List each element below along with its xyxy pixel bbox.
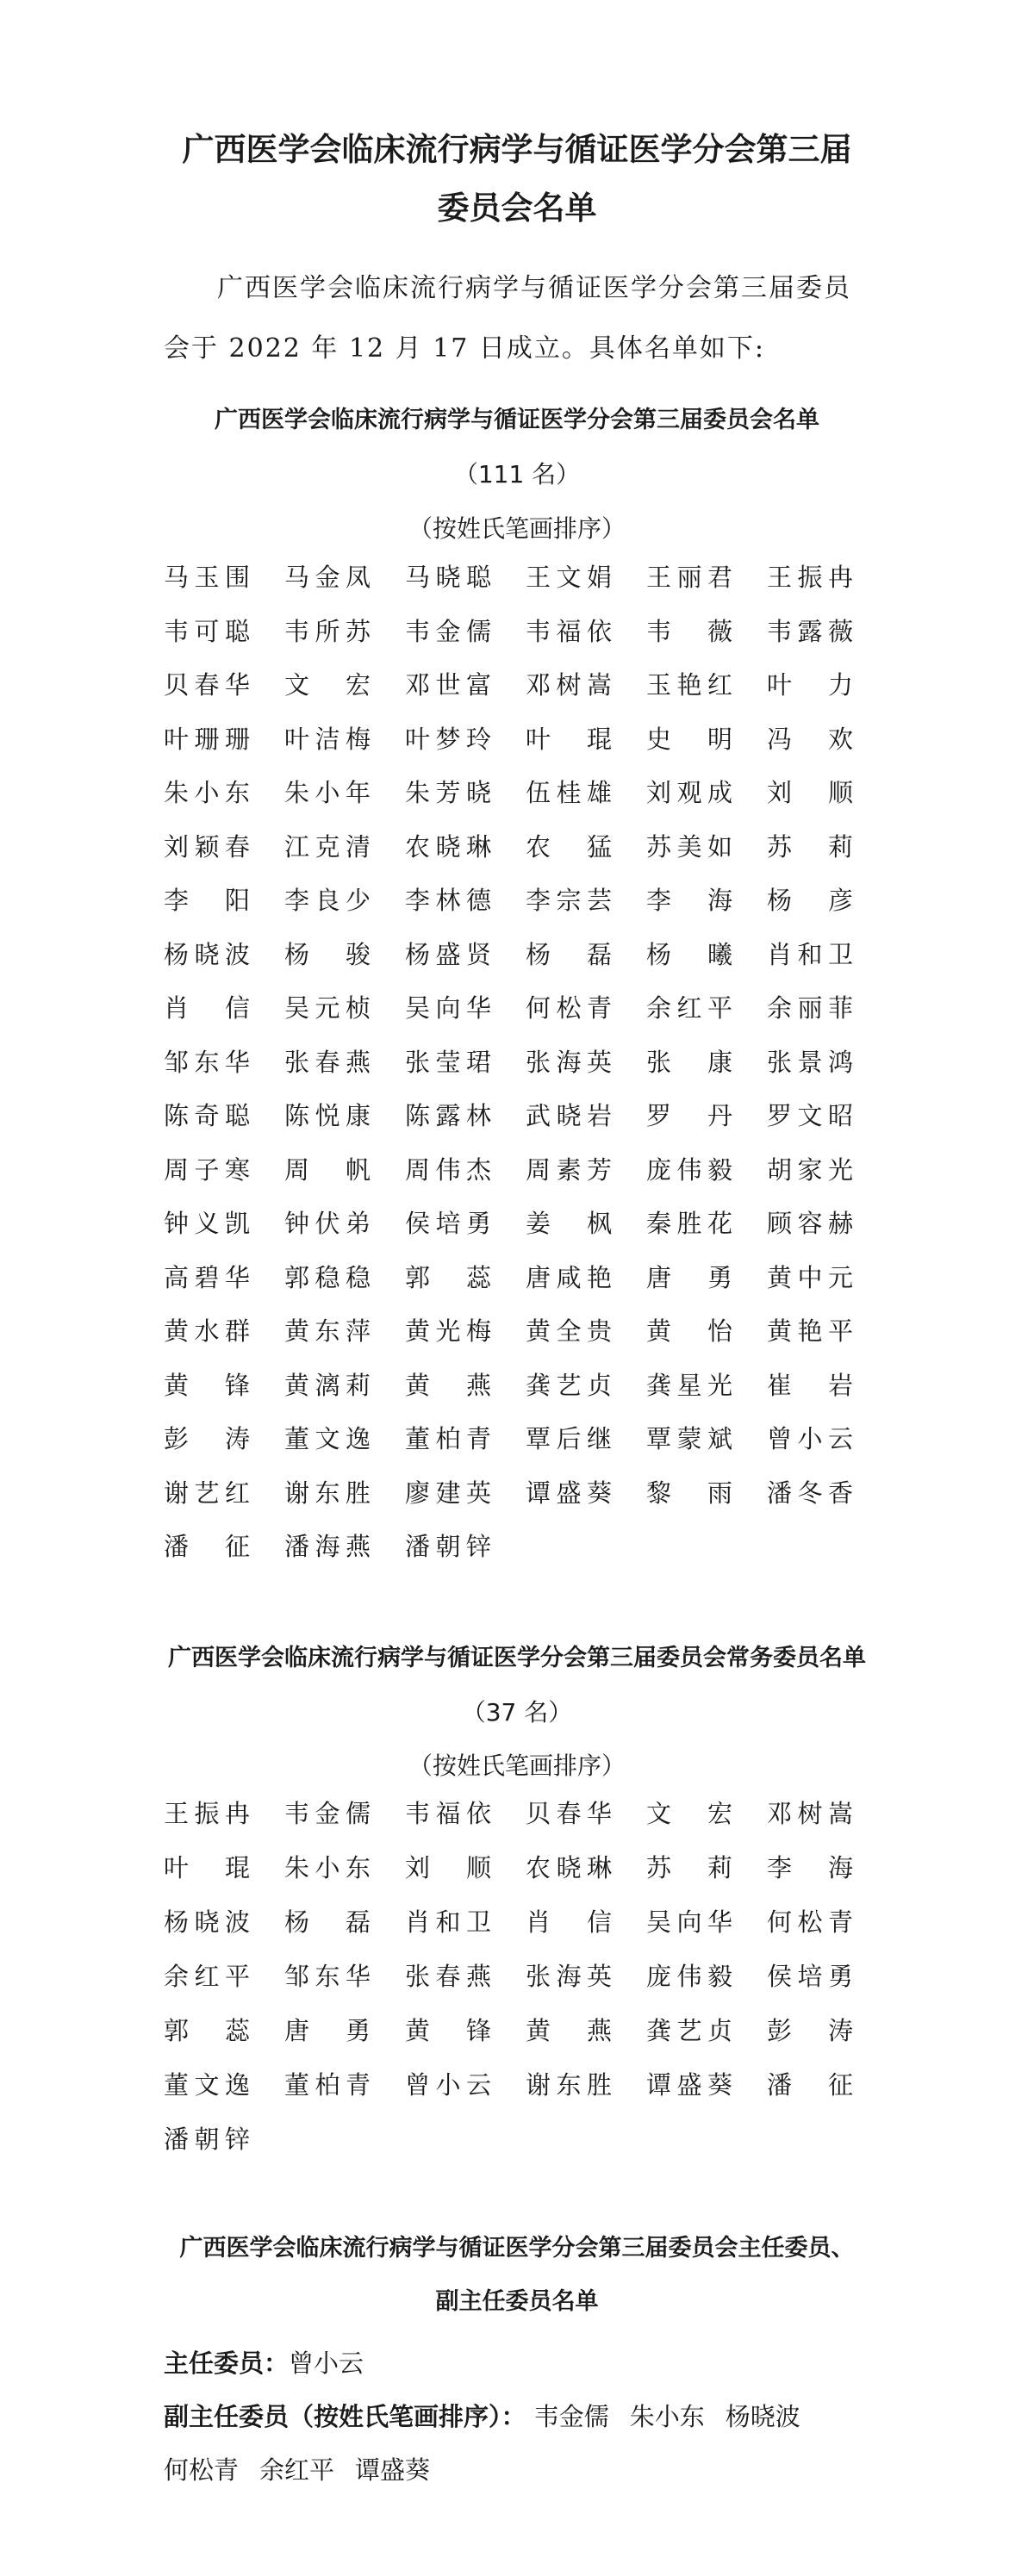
- name-entry: 肖 和 卫: [405, 1907, 491, 1937]
- name-entry: 马 玉 围: [164, 563, 250, 592]
- name-entry: 何 松 青: [767, 1907, 853, 1937]
- name-entry: 黄 怡: [646, 1316, 732, 1346]
- name-entry: 董 柏 青: [284, 2070, 371, 2100]
- intro-paragraph: [164, 258, 870, 379]
- name-entry: 董 柏 青: [405, 1424, 491, 1453]
- name-entry: 马 金 凤: [284, 563, 371, 592]
- name-entry: 黄 燕: [405, 1370, 491, 1400]
- committee-name-grid: [164, 560, 888, 1584]
- name-entry: 肖 信: [164, 993, 250, 1023]
- name-entry: 张 海 英: [526, 1962, 612, 1991]
- name-entry: 李 良 少: [284, 886, 371, 915]
- vice-chair-name: 韦金儒: [533, 2402, 609, 2431]
- name-entry: 潘 朝 锌: [405, 1532, 491, 1561]
- standing-count: （37 名）: [461, 1698, 573, 1727]
- name-entry: 邓 树 嵩: [526, 670, 612, 700]
- name-entry: 黄 东 萍: [284, 1316, 371, 1346]
- name-entry: 谢 东 胜: [284, 1478, 371, 1508]
- name-entry: 马 晓 聪: [405, 563, 491, 592]
- name-entry: 张 康: [646, 1047, 732, 1077]
- name-entry: 朱 小 年: [284, 778, 371, 807]
- name-entry: 韦 所 苏: [284, 616, 371, 646]
- name-entry: 姜 枫: [526, 1209, 612, 1238]
- name-entry: 韦 薇: [646, 616, 732, 646]
- name-entry: 周 帆: [284, 1154, 371, 1185]
- name-entry: 谭 盛 葵: [526, 1478, 612, 1508]
- name-entry: 郭 蕊: [164, 2016, 250, 2045]
- leadership-list: [164, 2336, 905, 2497]
- name-entry: 朱 芳 晓: [405, 778, 491, 807]
- name-entry: 文 宏: [284, 670, 371, 700]
- name-entry: 钟 义 凯: [164, 1209, 250, 1238]
- name-entry: 玉 艳 红: [646, 670, 732, 700]
- name-entry: 唐 勇: [284, 2016, 371, 2045]
- name-entry: 周 素 芳: [526, 1154, 612, 1185]
- name-entry: 韦 金 儒: [284, 1799, 371, 1828]
- name-entry: 史 明: [646, 724, 732, 754]
- name-entry: 叶 琨: [526, 724, 612, 754]
- name-entry: 李 林 德: [405, 886, 491, 915]
- name-entry: 罗 丹: [646, 1101, 732, 1130]
- name-entry: 李 海: [767, 1853, 853, 1882]
- name-entry: 陈 奇 聪: [164, 1101, 250, 1130]
- standing-name-grid: [164, 1796, 888, 2176]
- name-entry: 刘 顺: [767, 778, 853, 807]
- name-entry: 庞 伟 毅: [646, 1962, 732, 1991]
- name-entry: 杨 曦: [646, 939, 732, 969]
- name-entry: 黄 锋: [164, 1370, 250, 1400]
- vice-label: 副主任委员（按姓氏笔画排序）：: [164, 2402, 526, 2431]
- name-entry: 吴 向 华: [405, 993, 491, 1023]
- name-entry: 潘 朝 锌: [164, 2125, 250, 2154]
- name-entry: 贝 春 华: [526, 1799, 612, 1828]
- name-entry: 韦 福 依: [526, 616, 612, 646]
- leadership-heading-line-1: 广西医学会临床流行病学与循证医学分会第三届委员会主任委员、: [179, 2235, 855, 2262]
- vice-row-2: [164, 2443, 905, 2497]
- name-entry: 杨 晓 波: [164, 939, 250, 969]
- name-entry: 叶 力: [767, 670, 853, 700]
- vice-chair-name: 余红平: [259, 2455, 335, 2485]
- name-entry: 侯 培 勇: [405, 1209, 491, 1238]
- name-entry: 罗 文 昭: [767, 1101, 853, 1130]
- name-entry: 刘 观 成: [646, 778, 732, 807]
- name-entry: 谭 盛 葵: [646, 2070, 732, 2100]
- name-entry: 潘 征: [164, 1532, 250, 1561]
- name-entry: 韦 福 依: [405, 1799, 491, 1828]
- name-entry: 钟 伏 弟: [284, 1209, 371, 1238]
- standing-order-note: （按姓氏笔画排序）: [408, 1752, 626, 1780]
- page-title-line-1: 广西医学会临床流行病学与循证医学分会第三届: [182, 131, 852, 168]
- vice-chair-name: 杨晓波: [725, 2402, 800, 2431]
- vice-row-1: [164, 2390, 905, 2443]
- name-entry: 张 莹 珺: [405, 1047, 491, 1077]
- name-entry: 武 晓 岩: [526, 1101, 612, 1130]
- name-entry: 苏 美 如: [646, 831, 732, 862]
- name-entry: 韦 可 聪: [164, 616, 250, 646]
- name-entry: 龚 星 光: [646, 1370, 732, 1400]
- name-entry: 李 阳: [164, 886, 250, 915]
- name-entry: 顾 容 赫: [767, 1209, 853, 1238]
- name-entry: 廖 建 英: [405, 1478, 491, 1508]
- name-entry: 杨 磊: [526, 939, 612, 969]
- name-entry: 余 红 平: [164, 1962, 250, 1991]
- name-entry: 李 宗 芸: [526, 886, 612, 915]
- name-entry: 刘 颖 春: [164, 831, 250, 862]
- name-entry: 黄 艳 平: [767, 1316, 853, 1346]
- committee-count: （111 名）: [453, 460, 581, 488]
- name-entry: 董 文 逸: [284, 1424, 371, 1453]
- name-entry: 肖 和 卫: [767, 939, 853, 969]
- name-entry: 谢 艺 红: [164, 1478, 250, 1508]
- name-entry: 杨 磊: [284, 1907, 371, 1937]
- name-entry: 庞 伟 毅: [646, 1154, 732, 1185]
- name-entry: 苏 莉: [646, 1853, 732, 1882]
- name-entry: 贝 春 华: [164, 670, 250, 700]
- name-entry: 吴 向 华: [646, 1907, 732, 1937]
- name-entry: 刘 顺: [405, 1853, 491, 1882]
- name-entry: 朱 小 东: [164, 778, 250, 807]
- name-entry: 叶 梦 玲: [405, 724, 491, 754]
- name-entry: 郭 蕊: [405, 1262, 491, 1292]
- name-entry: 韦 金 儒: [405, 616, 491, 646]
- name-entry: 何 松 青: [526, 993, 612, 1023]
- name-entry: 潘 冬 香: [767, 1478, 853, 1508]
- name-entry: 伍 桂 雄: [526, 778, 612, 807]
- name-entry: 王 振 冉: [164, 1799, 250, 1828]
- name-entry: 龚 艺 贞: [526, 1370, 612, 1400]
- committee-order-note: （按姓氏笔画排序）: [408, 514, 626, 543]
- name-entry: 曾 小 云: [405, 2070, 491, 2100]
- name-entry: 黄 燕: [526, 2016, 612, 2045]
- name-entry: 彭 涛: [767, 2016, 853, 2045]
- name-entry: 韦 露 薇: [767, 616, 853, 646]
- name-entry: 龚 艺 贞: [646, 2016, 732, 2045]
- name-entry: 杨 晓 波: [164, 1907, 250, 1937]
- chair-row: [164, 2336, 905, 2390]
- name-entry: 文 宏: [646, 1799, 732, 1828]
- name-entry: 邓 世 富: [405, 670, 491, 700]
- name-entry: 陈 露 林: [405, 1101, 491, 1130]
- name-entry: 农 晓 琳: [405, 831, 491, 862]
- name-entry: 覃 蒙 斌: [646, 1424, 732, 1453]
- name-entry: 邹 东 华: [164, 1047, 250, 1077]
- name-entry: 黄 全 贵: [526, 1316, 612, 1346]
- vice-chair-name: 谭盛葵: [355, 2455, 431, 2485]
- committee-heading: 广西医学会临床流行病学与循证医学分会第三届委员会名单: [215, 407, 819, 433]
- name-entry: 王 文 娟: [526, 563, 612, 592]
- name-entry: 黄 漓 莉: [284, 1370, 371, 1400]
- name-entry: 邹 东 华: [284, 1962, 371, 1991]
- name-entry: 黄 锋: [405, 2016, 491, 2045]
- name-entry: 潘 征: [767, 2070, 853, 2100]
- chair-name: 曾小云: [289, 2349, 364, 2378]
- name-entry: 余 红 平: [646, 993, 732, 1023]
- name-entry: 黄 光 梅: [405, 1316, 491, 1346]
- name-entry: 朱 小 东: [284, 1853, 371, 1882]
- chair-label: 主任委员：: [164, 2349, 290, 2378]
- leadership-heading-line-2: 副主任委员名单: [435, 2288, 599, 2315]
- standing-heading: 广西医学会临床流行病学与循证医学分会第三届委员会常务委员名单: [168, 1645, 866, 1671]
- intro-text: 广西医学会临床流行病学与循证医学分会第三届委员会于 2022 年 12 月 17 日成立。具体名单如下:: [164, 273, 851, 364]
- name-entry: 张 春 燕: [284, 1047, 371, 1077]
- name-entry: 董 文 逸: [164, 2070, 250, 2100]
- name-entry: 杨 彦: [767, 886, 853, 915]
- name-entry: 秦 胜 花: [646, 1209, 732, 1238]
- vice-chair-name: 何松青: [164, 2455, 240, 2485]
- vice-chair-name: 朱小东: [629, 2402, 705, 2431]
- name-entry: 叶 洁 梅: [284, 724, 371, 754]
- name-entry: 邓 树 嵩: [767, 1799, 853, 1828]
- name-entry: 周 伟 杰: [405, 1154, 491, 1185]
- name-entry: 余 丽 菲: [767, 993, 853, 1023]
- name-entry: 胡 家 光: [767, 1154, 853, 1185]
- name-entry: 彭 涛: [164, 1424, 250, 1453]
- name-entry: 农 晓 琳: [526, 1853, 612, 1882]
- name-entry: 侯 培 勇: [767, 1962, 853, 1991]
- name-entry: 覃 后 继: [526, 1424, 612, 1453]
- name-entry: 黎 雨: [646, 1478, 732, 1508]
- name-entry: 李 海: [646, 886, 732, 915]
- name-entry: 郭 稳 稳: [284, 1262, 371, 1292]
- name-entry: 张 景 鸿: [767, 1047, 853, 1077]
- name-entry: 高 碧 华: [164, 1262, 250, 1292]
- name-entry: 陈 悦 康: [284, 1101, 371, 1130]
- name-entry: 农 猛: [526, 831, 612, 862]
- name-entry: 杨 盛 贤: [405, 939, 491, 969]
- name-entry: 张 春 燕: [405, 1962, 491, 1991]
- name-entry: 曾 小 云: [767, 1424, 853, 1453]
- name-entry: 叶 珊 珊: [164, 724, 250, 754]
- page-title: [0, 121, 1034, 238]
- name-entry: 唐 咸 艳: [526, 1262, 612, 1292]
- name-entry: 叶 琨: [164, 1853, 250, 1882]
- name-entry: 王 振 冉: [767, 563, 853, 592]
- name-entry: 王 丽 君: [646, 563, 732, 592]
- name-entry: 张 海 英: [526, 1047, 612, 1077]
- name-entry: 唐 勇: [646, 1262, 732, 1292]
- name-entry: 江 克 清: [284, 831, 371, 862]
- name-entry: 谢 东 胜: [526, 2070, 612, 2100]
- name-entry: 潘 海 燕: [284, 1532, 371, 1561]
- page-title-line-2: 委员会名单: [437, 190, 597, 227]
- name-entry: 肖 信: [526, 1907, 612, 1937]
- name-entry: 吴 元 桢: [284, 993, 371, 1023]
- name-entry: 周 子 寒: [164, 1154, 250, 1185]
- name-entry: 崔 岩: [767, 1370, 853, 1400]
- name-entry: 杨 骏: [284, 939, 371, 969]
- name-entry: 冯 欢: [767, 724, 853, 754]
- name-entry: 黄 中 元: [767, 1262, 853, 1292]
- name-entry: 黄 水 群: [164, 1316, 250, 1346]
- name-entry: 苏 莉: [767, 831, 853, 862]
